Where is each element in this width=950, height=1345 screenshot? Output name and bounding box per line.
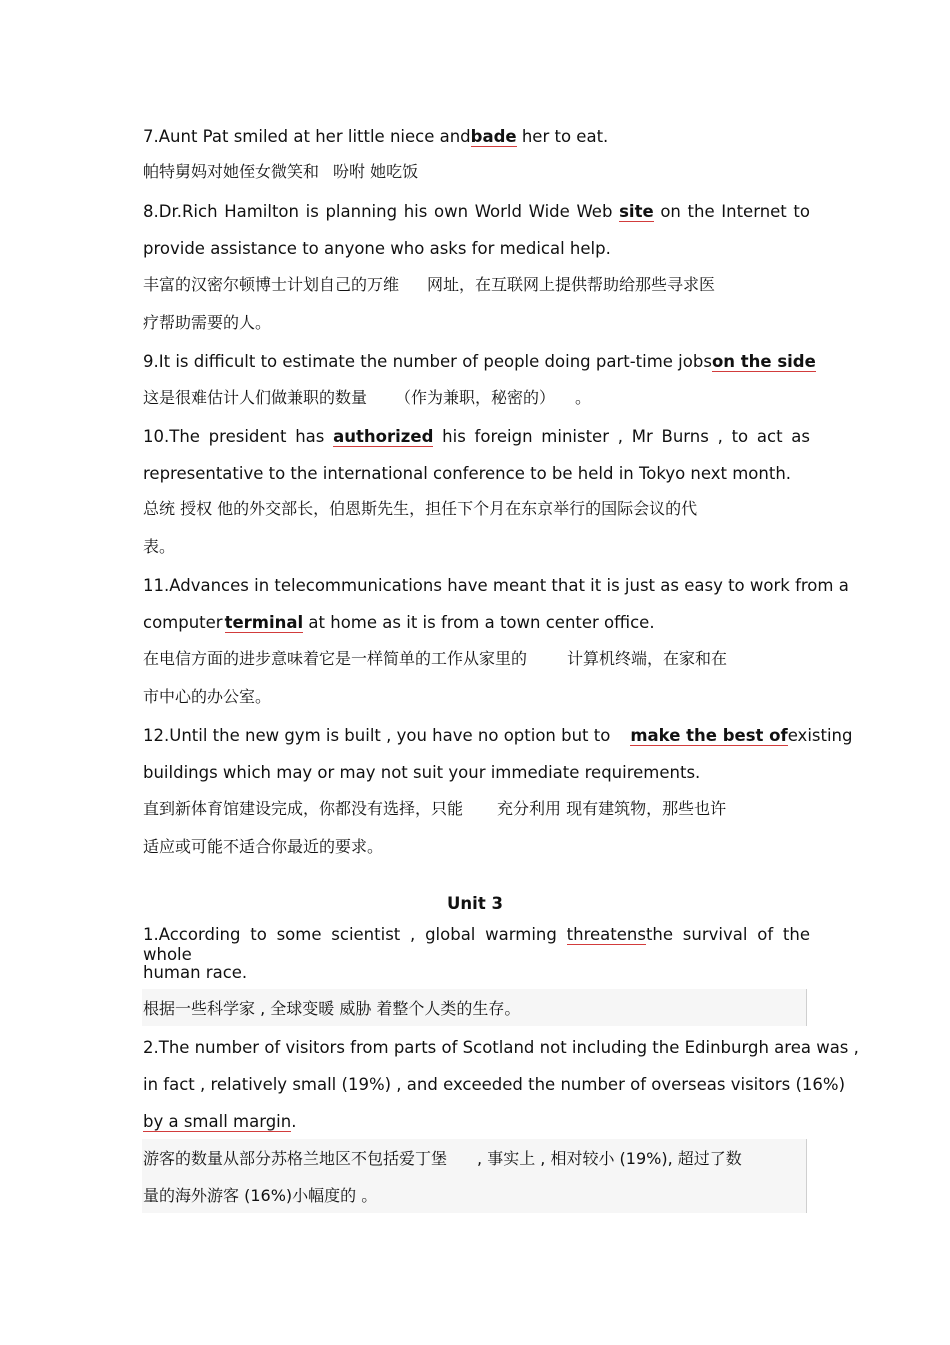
- sentence-11-en-line2: [143, 613, 655, 633]
- text: , 事实上 , 相对较小 (19%), 超过了数: [477, 1149, 742, 1168]
- text: her to eat.: [516, 127, 609, 146]
- text: 在电信方面的进步意味着它是一样简单的工作从家里的: [143, 649, 528, 668]
- sentence-8-zh-line1: [143, 275, 715, 295]
- text: at home as it is from a town center office.: [303, 613, 655, 632]
- sentence-9-zh: [143, 388, 591, 408]
- unit3-sentence-2-en-line3: [143, 1112, 296, 1132]
- text: 7.Aunt Pat smiled at her little niece and: [143, 127, 471, 146]
- text: 充分利用 现有建筑物，那些也许: [497, 799, 727, 818]
- sentence-12-en-line1: [143, 726, 852, 746]
- unit3-sentence-2-zh-line2: 量的海外游客 (16%)小幅度的 。: [143, 1186, 378, 1205]
- sentence-11-zh-line1: [143, 649, 727, 669]
- text: 12.Until the new gym is built , you have no option but to: [143, 726, 611, 745]
- sentence-8-en-line2: provide assistance to anyone who asks for medical help.: [143, 239, 611, 258]
- text: 帕特舅妈对她侄女微笑和: [143, 162, 320, 181]
- sentence-12-en-line2: buildings which may or may not suit your immediate requirements.: [143, 763, 701, 782]
- sentence-10-zh-line1: 总统 授权 他的外交部长，伯恩斯先生，担任下个月在东京举行的国际会议的代: [143, 499, 698, 518]
- sentence-12-zh-line1: [143, 799, 726, 819]
- text: existing: [787, 726, 853, 745]
- text: 计算机终端，在家和在: [567, 649, 728, 668]
- keyword-terminal: terminal: [224, 613, 304, 632]
- unit3-sentence-2-zh-line1: [143, 1149, 742, 1169]
- sentence-9-en: [143, 352, 816, 372]
- text: 吩咐 她吃饭: [333, 162, 419, 181]
- text: 网址，在互联网上提供帮助给那些寻求医: [427, 275, 716, 294]
- sentence-10-en-line2: representative to the international conference to be held in Tokyo next month.: [143, 464, 792, 483]
- text: 10.The president has: [143, 427, 325, 446]
- keyword-by-a-small-margin: by a small margin: [143, 1112, 292, 1131]
- keyword-site: site: [619, 202, 654, 221]
- sentence-12-zh-line2: 适应或可能不适合你最近的要求。: [143, 837, 384, 856]
- text: on the Internet to: [660, 202, 810, 221]
- unit3-sentence-2-en-line1: 2.The number of visitors from parts of Scotland not including the Edinburgh area was ,: [143, 1038, 859, 1057]
- text: computer: [143, 613, 223, 632]
- text: his foreign minister , Mr Burns , to act as: [442, 427, 811, 446]
- text: 1.According to some scientist , global warming: [143, 925, 557, 944]
- sentence-11-zh-line2: 市中心的办公室。: [143, 687, 272, 706]
- keyword-make-the-best-of: make the best of: [630, 726, 788, 745]
- text: 直到新体育馆建设完成，你都没有选择，只能: [143, 799, 464, 818]
- text: the survival of the whole: [143, 925, 810, 964]
- unit3-sentence-1-en-line1: [143, 925, 810, 965]
- text: 丰富的汉密尔顿博士计划自己的万维: [143, 275, 400, 294]
- text: .: [291, 1112, 297, 1131]
- sentence-8-en-line1: [143, 202, 810, 222]
- text: 。: [575, 388, 592, 407]
- keyword-bade: bade: [470, 127, 517, 146]
- sentence-7-en: [143, 127, 608, 147]
- unit3-sentence-2-en-line2: in fact , relatively small (19%) , and exceeded the number of overseas visitors (16%): [143, 1075, 846, 1094]
- text: 8.Dr.Rich Hamilton is planning his own World Wide Web: [143, 202, 613, 221]
- unit3-sentence-1-zh: 根据一些科学家 , 全球变暖 威胁 着整个人类的生存。: [143, 999, 521, 1018]
- sentence-11-en-line1: 11.Advances in telecommunications have meant that it is just as easy to work from a: [143, 576, 849, 595]
- sentence-7-zh: [143, 162, 418, 182]
- keyword-on-the-side: on the side: [711, 352, 816, 371]
- text: （作为兼职，秘密的）: [395, 388, 556, 407]
- unit-3-heading: Unit 3: [447, 894, 503, 913]
- unit3-sentence-1-en-line2: human race.: [143, 963, 248, 982]
- sentence-8-zh-line2: 疗帮助需要的人。: [143, 313, 272, 332]
- text: 这是很难估计人们做兼职的数量: [143, 388, 368, 407]
- keyword-threatens: threatens: [566, 925, 646, 944]
- keyword-authorized: authorized: [333, 427, 434, 446]
- text: 游客的数量从部分苏格兰地区不包括爱丁堡: [143, 1149, 448, 1168]
- sentence-10-en-line1: [143, 427, 810, 447]
- text: 9.It is difficult to estimate the number of people doing part-time jobs: [143, 352, 712, 371]
- sentence-10-zh-line2: 表。: [143, 537, 176, 556]
